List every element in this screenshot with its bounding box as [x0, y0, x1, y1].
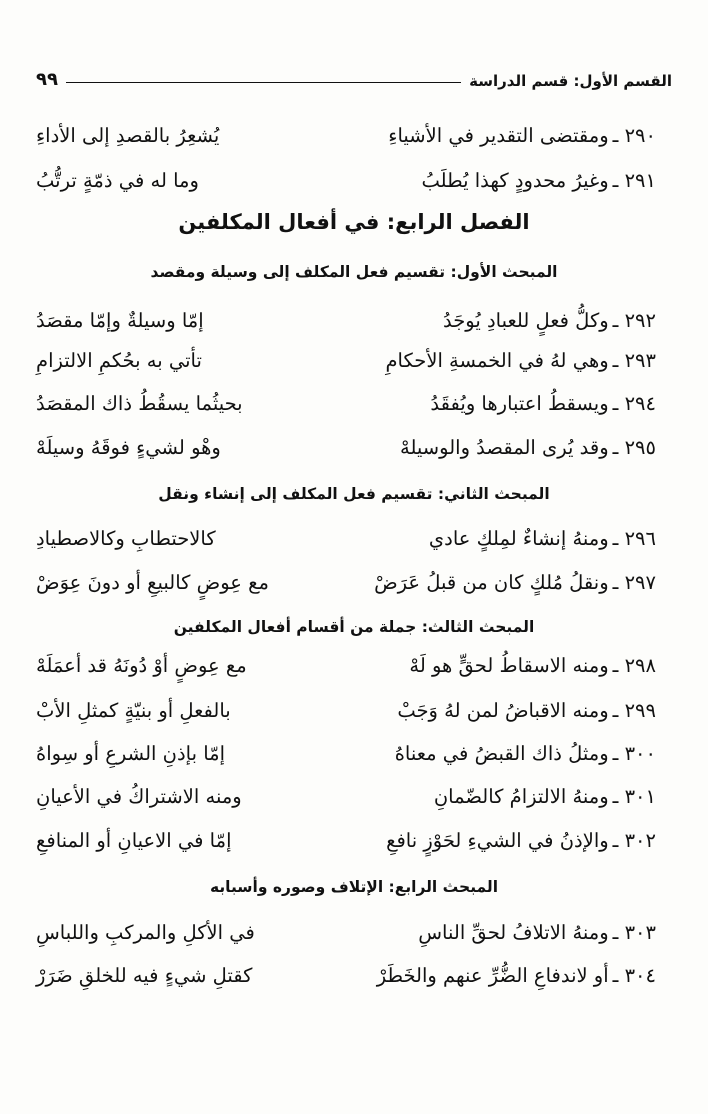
verse-line: [36, 383, 656, 423]
header-title: القسم الأول: قسم الدراسة: [469, 72, 672, 90]
section-heading: المبحث الثالث: جملة من أقسام أفعال المكلفين: [173, 618, 535, 636]
verse-number: ٢٩٢ ـ: [612, 308, 656, 332]
running-header: [36, 60, 672, 90]
verse-line: [36, 340, 656, 380]
verse-number: ٣٠٢ ـ: [612, 828, 656, 852]
verse-number: ٣٠٠ ـ: [612, 741, 656, 765]
verse-hemistich-second: وما له في ذمّةٍ ترتُّبُ: [36, 168, 199, 192]
page-number: ٩٩: [36, 69, 58, 90]
verse-hemistich-first: وغيرُ محدودٍ كهذا يُطلَبُ: [421, 168, 609, 192]
verse-hemistich-first: وهي لهُ في الخمسةِ الأحكامِ: [385, 348, 609, 372]
section-heading: المبحث الرابع: الإتلاف وصوره وأسبابه: [209, 878, 499, 896]
verse-number: ٣٠٤ ـ: [612, 963, 656, 987]
verse-number: ٣٠٣ ـ: [612, 920, 656, 944]
verse-hemistich-second: تأتي به بحُكمِ الالتزامِ: [36, 348, 202, 372]
verse-line: [36, 733, 656, 773]
verse-hemistich-second: إمّا بإذنِ الشرعِ أو سِواهُ: [36, 741, 226, 765]
verse-line: [36, 160, 656, 200]
verse-hemistich-second: وهْو لشيءٍ فوقَهُ وسيلَهْ: [36, 435, 221, 459]
verse-hemistich-second: يُشعِرُ بالقصدِ إلى الأداءِ: [36, 123, 220, 147]
section-heading: المبحث الثاني: تقسيم فعل المكلف إلى إنشاء ونقل: [158, 485, 550, 503]
verse-hemistich-second: كالاحتطابِ وكالاصطيادِ: [36, 526, 216, 550]
verse-line: [36, 562, 656, 602]
verse-hemistich-second: إمّا في الاعيانِ أو المنافعِ: [36, 828, 232, 852]
verse-hemistich-first: ومنه الاسقاطُ لحقٍّ هو لَهْ: [409, 653, 609, 677]
verse-hemistich-first: وقد يُرى المقصدُ والوسيلهْ: [400, 435, 609, 459]
verse-hemistich-first: ومنهُ إنشاءٌ لمِلكٍ عادي: [428, 526, 609, 550]
verse-number: ٢٩٠ ـ: [612, 123, 656, 147]
verse-number: ٢٩٥ ـ: [612, 435, 656, 459]
verse-hemistich-first: أو لاندفاعِ الضُّرِّ عنهم والخَطَرْ: [376, 963, 609, 987]
verse-hemistich-first: ونقلُ مُلكٍ كان من قبلُ عَرَضْ: [374, 570, 609, 594]
verse-line: [36, 427, 656, 467]
verse-hemistich-second: بالفعلِ أو بنيّةٍ كمثلِ الأبْ: [36, 698, 231, 722]
chapter-title: الفصل الرابع: في أفعال المكلفين: [178, 210, 530, 234]
verse-hemistich-first: وكلُّ فعلٍ للعبادِ يُوجَدُ: [442, 308, 609, 332]
verse-line: [36, 115, 656, 155]
verse-line: [36, 518, 656, 558]
verse-hemistich-second: بحيثُما يسقُطُ ذاك المقصَدُ: [36, 391, 243, 415]
verse-hemistich-second: كقتلِ شيءٍ فيه للخلقِ ضَرَرْ: [36, 963, 253, 987]
section-heading: المبحث الأول: تقسيم فعل المكلف إلى وسيلة ومقصد: [150, 263, 558, 281]
verse-number: ٢٩٩ ـ: [612, 698, 656, 722]
verse-hemistich-first: ومنه الاقباضُ لمن لهُ وَجَبْ: [397, 698, 609, 722]
verse-line: [36, 955, 656, 995]
verse-number: ٢٩٧ ـ: [612, 570, 656, 594]
verse-hemistich-second: ومنه الاشتراكُ في الأعيانِ: [36, 784, 242, 808]
verse-hemistich-first: ويسقطُ اعتبارها ويُفقَدُ: [430, 391, 609, 415]
verse-number: ٢٩٦ ـ: [612, 526, 656, 550]
header-rule: [66, 82, 461, 83]
verse-hemistich-first: ومنهُ الالتزامُ كالضّمانِ: [433, 784, 609, 808]
verse-hemistich-first: والإذنُ في الشيءِ لحَوْزٍ نافعِ: [386, 828, 609, 852]
verse-hemistich-second: مع عِوضٍ أوْ دُونَهُ قد أعمَلَهْ: [36, 653, 247, 677]
verse-number: ٢٩٨ ـ: [612, 653, 656, 677]
verse-hemistich-first: ومنهُ الاتلافُ لحقِّ الناسِ: [418, 920, 609, 944]
verse-number: ٢٩١ ـ: [612, 168, 656, 192]
verse-hemistich-second: إمّا وسيلةٌ وإمّا مقصَدُ: [36, 308, 204, 332]
verse-line: [36, 912, 656, 952]
verse-line: [36, 776, 656, 816]
verse-hemistich-second: في الأكلِ والمركبِ واللباسِ: [36, 920, 255, 944]
verse-hemistich-second: مع عِوضٍ كالبيعِ أو دونَ عِوَضْ: [36, 570, 269, 594]
verse-line: [36, 645, 656, 685]
verse-number: ٢٩٤ ـ: [612, 391, 656, 415]
verse-line: [36, 300, 656, 340]
verse-line: [36, 820, 656, 860]
verse-hemistich-first: ومثلُ ذاك القبضُ في معناهُ: [394, 741, 609, 765]
verse-line: [36, 690, 656, 730]
verse-number: ٢٩٣ ـ: [612, 348, 656, 372]
verse-hemistich-first: ومقتضى التقدير في الأشياءِ: [388, 123, 609, 147]
verse-number: ٣٠١ ـ: [612, 784, 656, 808]
